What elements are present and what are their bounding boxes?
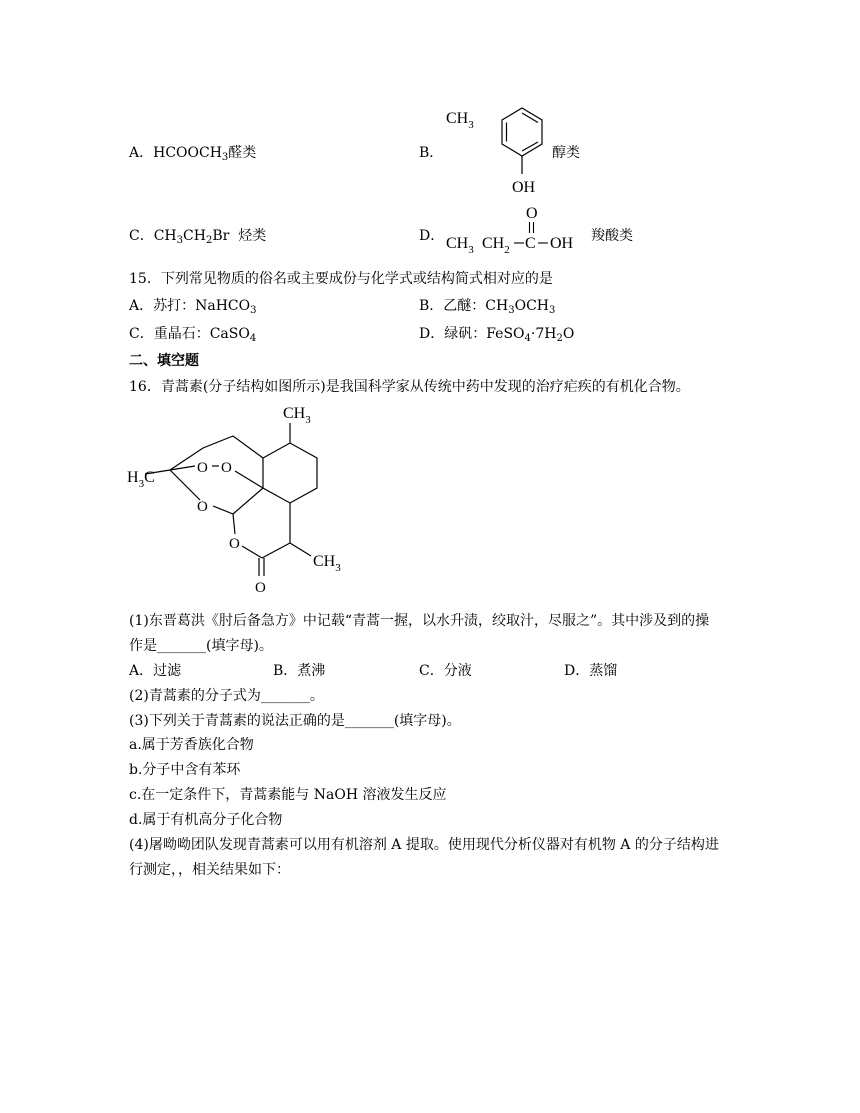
formula-part: HCOOCH (153, 145, 222, 161)
subscript: 3 (250, 305, 257, 316)
ring-bond (263, 443, 317, 503)
formula (154, 228, 230, 244)
q16-p3-b: b.分子中含有苯环 (129, 762, 241, 778)
subscript: 3 (549, 305, 556, 316)
propanoic-acid-structure (444, 200, 594, 256)
carbonyl-o-label: O (526, 205, 538, 222)
option-label: A． (129, 145, 154, 161)
carboxyl-c: C (525, 235, 536, 252)
c-o-bond (242, 546, 262, 558)
chain-ch3: $CH_3$ (446, 235, 474, 256)
formula-part: Br (212, 228, 230, 244)
c-o-bond (233, 514, 235, 534)
chain-ch2: $CH_2$ (482, 235, 510, 256)
q16-p1-option-c: C．分液 (419, 663, 472, 679)
q15-option-d (419, 323, 574, 343)
common-name: 重晶石： (153, 326, 210, 342)
common-name: 苏打： (153, 298, 196, 314)
q16-p3-a: a.属于芳香族化合物 (129, 737, 254, 753)
oh-label: OH (512, 179, 536, 196)
methyl-bond (290, 543, 311, 556)
peroxide-o2-label: O (221, 460, 232, 476)
option-label: B． (419, 298, 444, 314)
ch3-top-label: $CH_3$ (283, 405, 311, 426)
class-label: 烃类 (238, 228, 267, 244)
q16-p3-c: c.在一定条件下，青蒿素能与 NaOH 溶液发生反应 (129, 787, 447, 803)
formula-part: CH (485, 298, 509, 314)
benzene-ring (502, 108, 542, 156)
formula-part: CaSO (209, 326, 250, 342)
subscript: 4 (249, 333, 257, 344)
ring-bond (170, 436, 263, 470)
formula (153, 145, 228, 161)
subscript: 3 (221, 152, 229, 163)
option-label: A． (129, 298, 154, 314)
c-o-bond (170, 470, 200, 500)
formula-part: CH (183, 228, 206, 244)
subscript: 3 (176, 235, 184, 246)
q14-option-d-class: 羧酸类 (591, 228, 633, 244)
q16-p1-option-a: A．过滤 (129, 663, 182, 679)
aromatic-bond (522, 113, 538, 123)
common-name: 绿矾： (444, 326, 487, 342)
c-c-bond (262, 543, 290, 558)
formula-part: ·7H (530, 326, 557, 342)
formula-part: OCH (514, 298, 549, 314)
q16-p3-d: d.属于有机高分子化合物 (129, 812, 283, 828)
q14-option-d-label: D． (419, 228, 445, 244)
subscript: 2 (205, 235, 213, 246)
option-label: D． (419, 326, 445, 342)
q16-p2: (2)青蒿素的分子式为_______。 (129, 688, 324, 704)
hydroxyl-oh: OH (550, 235, 574, 252)
class-label: 醛类 (228, 145, 257, 161)
subscript: 4 (524, 333, 531, 344)
q14-option-b-class: 醇类 (552, 145, 580, 161)
q15-option-b (419, 295, 555, 315)
formula-part: NaHCO (195, 298, 251, 314)
peroxide-bond (235, 471, 263, 488)
lactone-o-label: O (229, 536, 240, 552)
c-c-bond (233, 488, 263, 514)
artemisinin-structure (125, 396, 355, 596)
q16-p4-line1: (4)屠呦呦团队发现青蒿素可以用有机溶剂 A 提取。使用现代分析仪器对有机物 A 的分子结构进 (129, 837, 719, 853)
formula-part: CH (153, 228, 177, 244)
q15-stem: 15．下列常见物质的俗名或主要成份与化学式或结构简式相对应的是 (129, 271, 553, 287)
q16-p1-line2: 作是_______(填字母)。 (129, 638, 273, 654)
formula-part: FeSO (486, 326, 525, 342)
m-cresol-structure (440, 96, 550, 200)
peroxide-o1-label: O (197, 460, 208, 476)
ring-o-label: O (197, 499, 208, 515)
option-label: C． (129, 228, 154, 244)
q14-option-a (129, 142, 256, 162)
q16-p1-line1: (1)东晋葛洪《肘后备急方》中记载“青蒿一握，以水升渍，绞取汁，尽服之”。其中涉及到的操 (129, 613, 710, 629)
q14-option-b-label: B． (419, 145, 444, 161)
section-heading: 二、填空题 (129, 353, 199, 369)
q14-option-c (129, 225, 266, 245)
q16-p3: (3)下列关于青蒿素的说法正确的是_______(填字母)。 (129, 713, 461, 729)
aromatic-bond (522, 142, 538, 151)
common-name: 乙醚： (443, 298, 486, 314)
subscript: 2 (556, 333, 563, 344)
q16-p1-option-b: B．煮沸 (273, 663, 326, 679)
ch3-right-label: $CH_3$ (313, 553, 341, 574)
q16-stem: 16．青蒿素(分子结构如图所示)是我国科学家从传统中药中发现的治疗疟疾的有机化合物。 (129, 379, 690, 395)
option-label: C． (129, 326, 154, 342)
ch3-label: $CH_3$ (446, 110, 474, 131)
formula-part: O (562, 326, 575, 342)
carbonyl-o-label: O (255, 580, 266, 596)
subscript: 3 (508, 305, 515, 316)
h3c-label: $H_3C$ (127, 469, 155, 490)
c-o-bond (213, 506, 233, 514)
q15-option-c (129, 323, 256, 343)
q16-p1-option-d: D．蒸馏 (564, 663, 618, 679)
q15-option-a (129, 295, 257, 315)
q16-p4-line2: 行测定，，相关结果如下： (129, 862, 290, 878)
